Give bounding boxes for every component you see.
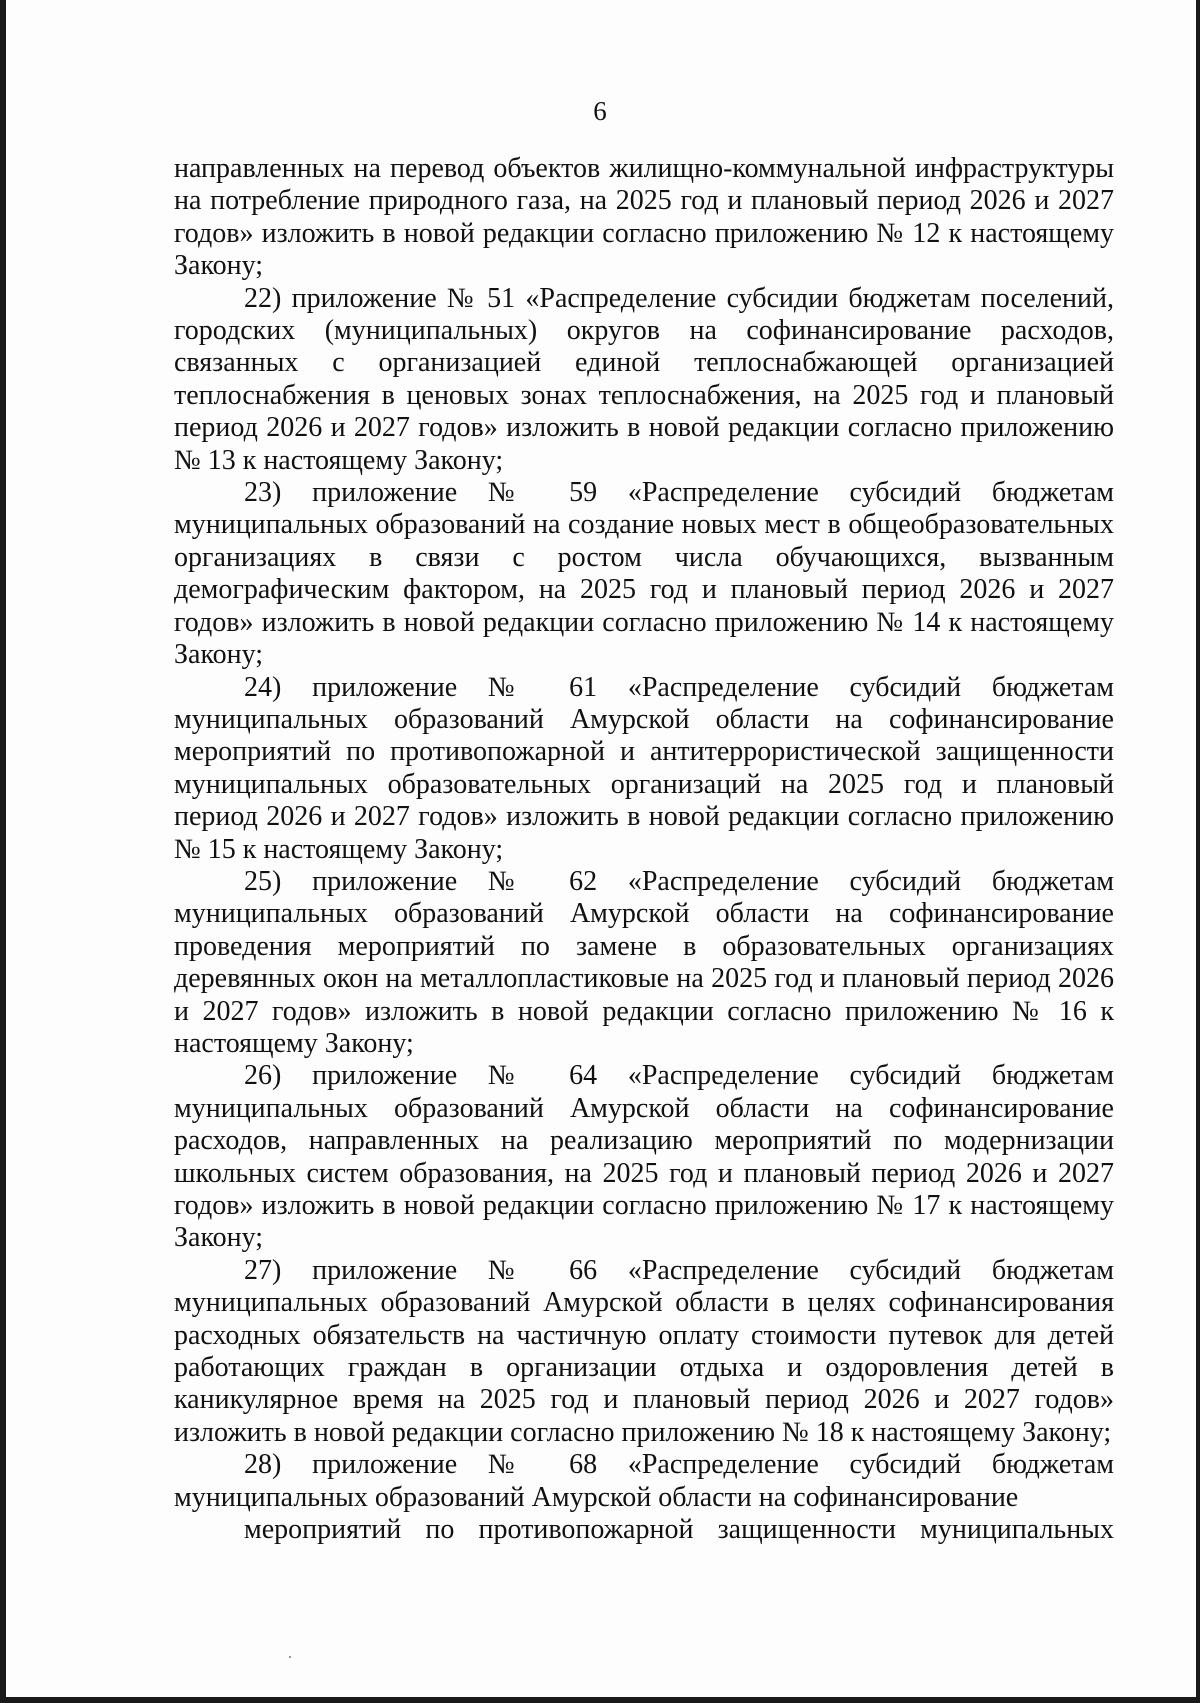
- paragraph-item-27: 27) приложение № 66 «Распределение субсидий бюджетам муниципальных образований Амурской области в целях софинансирования расходных обязательств на частичную оплату стоимости путевок для детей работающих граждан в организации отдыха и оздоровления детей в каникулярное время на 2025 год и плановый период 2026 и 2027 годов» изложить в новой редакции согласно приложению № 18 к настоящему Закону;: [174, 1254, 1114, 1448]
- paragraph-item-28-text: 28) приложение № 68 «Распределение субсидий бюджетам муниципальных образований Амурской области на софинансирование: [174, 1449, 1114, 1513]
- scan-edge-right: [1196, 0, 1200, 1703]
- scan-speck: [289, 1656, 291, 1658]
- document-body: [174, 153, 1114, 1546]
- scan-edge-left: [0, 0, 6, 1703]
- page-number: 6: [593, 96, 607, 126]
- paragraph-item-22: 22) приложение № 51 «Распределение субсидии бюджетам поселений, городских (муниципальных) округов на софинансирование расходов, связанных с организацией единой теплоснабжающей организацией теплоснабжения в ценовых зонах теплоснабжения, на 2025 год и плановый период 2026 и 2027 годов» изложить в новой редакции согласно приложению № 13 к настоящему Закону;: [174, 282, 1114, 476]
- paragraph-item-28: [174, 1449, 1114, 1546]
- paragraph-continuation: направленных на перевод объектов жилищно-коммунальной инфраструктуры на потребление природного газа, на 2025 год и плановый период 2026 и 2027 годов» изложить в новой редакции согласно приложению № 12 к настоящему Закону;: [174, 153, 1114, 282]
- paragraph-item-28-tail: мероприятий по противопожарной защищенности муниципальных: [244, 1514, 1114, 1546]
- paragraph-item-26: 26) приложение № 64 «Распределение субсидий бюджетам муниципальных образований Амурской области на софинансирование расходов, направленных на реализацию мероприятий по модернизации школьных систем образования, на 2025 год и плановый период 2026 и 2027 годов» изложить в новой редакции согласно приложению № 17 к настоящему Закону;: [174, 1060, 1114, 1254]
- paragraph-item-24: 24) приложение № 61 «Распределение субсидий бюджетам муниципальных образований Амурской области на софинансирование мероприятий по противопожарной и антитеррористической защищенности муниципальных образовательных организаций на 2025 год и плановый период 2026 и 2027 годов» изложить в новой редакции согласно приложению № 15 к настоящему Закону;: [174, 671, 1114, 865]
- paragraph-item-25: 25) приложение № 62 «Распределение субсидий бюджетам муниципальных образований Амурской области на софинансирование проведения мероприятий по замене в образовательных организациях деревянных окон на металлопластиковые на 2025 год и плановый период 2026 и 2027 годов» изложить в новой редакции согласно приложению № 16 к настоящему Закону;: [174, 865, 1114, 1059]
- paragraph-item-23: 23) приложение № 59 «Распределение субсидий бюджетам муниципальных образований на создание новых мест в общеобразовательных организациях в связи с ростом числа обучающихся, вызванным демографическим фактором, на 2025 год и плановый период 2026 и 2027 годов» изложить в новой редакции согласно приложению № 14 к настоящему Закону;: [174, 477, 1114, 671]
- scan-edge-bottom: [0, 1697, 1200, 1703]
